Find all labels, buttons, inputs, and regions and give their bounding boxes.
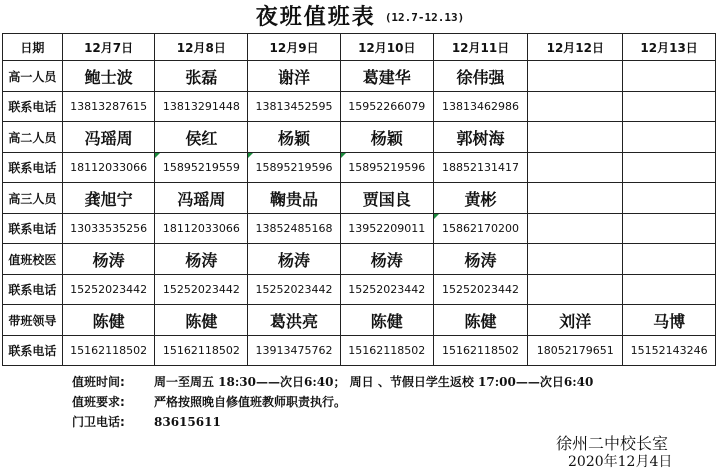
duty-roster-table <box>2 33 716 366</box>
duty-requirement-label: 值班要求: <box>72 395 125 409</box>
staff-name-cell[interactable]: 杨颖 <box>248 122 341 153</box>
staff-name-cell[interactable]: 杨颖 <box>340 122 433 153</box>
phone-number-cell[interactable]: 13852485168 <box>248 214 341 244</box>
staff-row <box>3 183 716 214</box>
duty-requirement-line <box>72 392 346 412</box>
phone-number-cell[interactable]: 18112033066 <box>62 153 155 183</box>
page-title: 夜班值班表 <box>255 4 376 30</box>
gate-phone-line <box>72 412 221 432</box>
phone-row <box>3 214 716 244</box>
phone-number-cell[interactable]: 15252023442 <box>340 275 433 305</box>
staff-row <box>3 61 716 92</box>
phone-number-cell[interactable]: 13813287615 <box>62 92 155 122</box>
staff-name-cell[interactable] <box>528 244 623 275</box>
phone-number-cell[interactable] <box>528 275 623 305</box>
row-label[interactable]: 联系电话 <box>3 92 63 122</box>
phone-number-cell[interactable]: 15252023442 <box>155 275 248 305</box>
staff-name-cell[interactable]: 杨涛 <box>433 244 528 275</box>
staff-name-cell[interactable]: 黄彬 <box>433 183 528 214</box>
phone-number-cell[interactable]: 15252023442 <box>433 275 528 305</box>
header-date-label[interactable]: 日期 <box>3 34 63 61</box>
duty-time-value: 周一至周五 18:30——次日6:40； 周日 、节假日学生返校 17:00——次日6:40 <box>154 375 594 389</box>
row-label[interactable]: 联系电话 <box>3 336 63 366</box>
comment-marker-icon <box>341 153 346 158</box>
phone-row <box>3 275 716 305</box>
staff-name-cell[interactable]: 侯红 <box>155 122 248 153</box>
title-row <box>0 0 720 32</box>
phone-number-cell[interactable] <box>528 214 623 244</box>
phone-number-cell[interactable] <box>623 275 716 305</box>
header-date-cell[interactable]: 12月12日 <box>528 34 623 61</box>
phone-number-cell[interactable]: 13952209011 <box>340 214 433 244</box>
row-label[interactable]: 高一人员 <box>3 61 63 92</box>
staff-name-cell[interactable] <box>528 122 623 153</box>
staff-row <box>3 305 716 336</box>
phone-number-cell[interactable] <box>340 153 433 183</box>
staff-name-cell[interactable]: 陈健 <box>155 305 248 336</box>
phone-number-cell[interactable]: 13033535256 <box>62 214 155 244</box>
staff-name-cell[interactable] <box>528 61 623 92</box>
phone-number-cell[interactable] <box>528 92 623 122</box>
comment-marker-icon <box>248 153 253 158</box>
staff-name-cell[interactable]: 葛洪亮 <box>248 305 341 336</box>
duty-time-line <box>72 372 593 392</box>
row-label[interactable]: 高二人员 <box>3 122 63 153</box>
header-date-cell[interactable]: 12月7日 <box>62 34 155 61</box>
phone-number-cell[interactable]: 15162118502 <box>433 336 528 366</box>
staff-row <box>3 122 716 153</box>
cell-text: 15895219596 <box>255 161 333 174</box>
staff-row <box>3 244 716 275</box>
row-label[interactable]: 值班校医 <box>3 244 63 275</box>
gate-phone-label: 门卫电话: <box>72 415 125 429</box>
staff-name-cell[interactable]: 陈健 <box>340 305 433 336</box>
phone-number-cell[interactable] <box>248 153 341 183</box>
staff-name-cell[interactable]: 龚旭宁 <box>62 183 155 214</box>
staff-name-cell[interactable] <box>528 183 623 214</box>
staff-name-cell[interactable]: 陈健 <box>62 305 155 336</box>
cell-text: 15895219559 <box>162 161 240 174</box>
staff-name-cell[interactable]: 鲍士波 <box>62 61 155 92</box>
phone-number-cell[interactable]: 15252023442 <box>62 275 155 305</box>
phone-number-cell[interactable]: 15162118502 <box>62 336 155 366</box>
phone-number-cell[interactable]: 18112033066 <box>155 214 248 244</box>
header-date-cell[interactable]: 12月9日 <box>248 34 341 61</box>
phone-number-cell[interactable] <box>623 214 716 244</box>
phone-number-cell[interactable]: 13913475762 <box>248 336 341 366</box>
staff-name-cell[interactable]: 葛建华 <box>340 61 433 92</box>
phone-number-cell[interactable]: 18852131417 <box>433 153 528 183</box>
header-date-cell[interactable]: 12月13日 <box>623 34 716 61</box>
phone-row <box>3 92 716 122</box>
phone-row <box>3 336 716 366</box>
staff-name-cell[interactable] <box>623 122 716 153</box>
phone-row <box>3 153 716 183</box>
staff-name-cell[interactable]: 徐伟强 <box>433 61 528 92</box>
phone-number-cell[interactable]: 15952266079 <box>340 92 433 122</box>
phone-number-cell[interactable] <box>623 92 716 122</box>
staff-name-cell[interactable]: 冯瑶周 <box>62 122 155 153</box>
staff-name-cell[interactable]: 冯瑶周 <box>155 183 248 214</box>
cell-text: 15862170200 <box>442 222 519 235</box>
staff-name-cell[interactable]: 陈健 <box>433 305 528 336</box>
staff-name-cell[interactable]: 杨涛 <box>155 244 248 275</box>
row-label[interactable]: 高三人员 <box>3 183 63 214</box>
row-label[interactable]: 带班领导 <box>3 305 63 336</box>
phone-number-cell[interactable]: 13813452595 <box>248 92 341 122</box>
staff-name-cell[interactable]: 谢洋 <box>248 61 341 92</box>
phone-number-cell[interactable] <box>623 153 716 183</box>
date-range: (12.7-12.13) <box>384 10 465 24</box>
header-date-cell[interactable]: 12月10日 <box>340 34 433 61</box>
staff-name-cell[interactable]: 杨涛 <box>248 244 341 275</box>
row-label[interactable]: 联系电话 <box>3 153 63 183</box>
staff-name-cell[interactable] <box>623 183 716 214</box>
phone-number-cell[interactable]: 15152143246 <box>623 336 716 366</box>
phone-number-cell[interactable]: 13813462986 <box>433 92 528 122</box>
footer-notes <box>0 371 720 469</box>
staff-name-cell[interactable]: 刘洋 <box>528 305 623 336</box>
comment-marker-icon <box>155 153 160 158</box>
duty-requirement-value: 严格按照晚自修值班教师职责执行。 <box>154 395 347 409</box>
staff-name-cell[interactable]: 张磊 <box>155 61 248 92</box>
header-date-cell[interactable]: 12月8日 <box>155 34 248 61</box>
phone-number-cell[interactable]: 15162118502 <box>155 336 248 366</box>
phone-number-cell[interactable]: 15162118502 <box>340 336 433 366</box>
staff-name-cell[interactable]: 贾国良 <box>340 183 433 214</box>
comment-marker-icon <box>434 214 439 219</box>
staff-name-cell[interactable]: 马博 <box>623 305 716 336</box>
phone-number-cell[interactable]: 15252023442 <box>248 275 341 305</box>
header-date-cell[interactable]: 12月11日 <box>433 34 528 61</box>
staff-name-cell[interactable] <box>623 244 716 275</box>
gate-phone-value: 83615611 <box>154 415 221 429</box>
phone-number-cell[interactable]: 18052179651 <box>528 336 623 366</box>
phone-number-cell[interactable] <box>433 214 528 244</box>
signature-org: 徐州二中校长室 <box>556 434 669 453</box>
row-label[interactable]: 联系电话 <box>3 275 63 305</box>
phone-number-cell[interactable]: 13813291448 <box>155 92 248 122</box>
cell-text: 15895219596 <box>348 161 426 174</box>
header-row <box>3 34 716 61</box>
staff-name-cell[interactable]: 郭树海 <box>433 122 528 153</box>
phone-number-cell[interactable] <box>528 153 623 183</box>
row-label[interactable]: 联系电话 <box>3 214 63 244</box>
staff-name-cell[interactable]: 鞠贵品 <box>248 183 341 214</box>
staff-name-cell[interactable] <box>623 61 716 92</box>
phone-number-cell[interactable] <box>155 153 248 183</box>
staff-name-cell[interactable]: 杨涛 <box>340 244 433 275</box>
staff-name-cell[interactable]: 杨涛 <box>62 244 155 275</box>
signature-date: 2020年12月4日 <box>568 454 673 470</box>
duty-time-label: 值班时间: <box>72 375 125 389</box>
